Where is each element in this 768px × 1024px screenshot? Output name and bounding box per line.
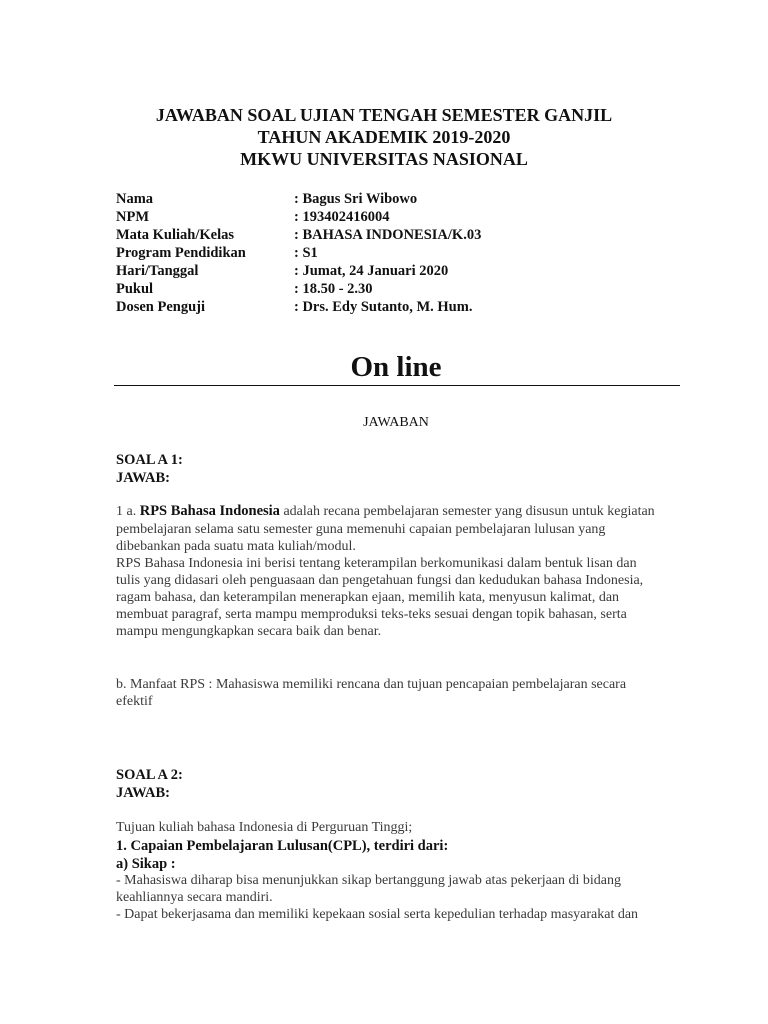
online-title: On line [350, 351, 442, 383]
header-title-line3: MKWU UNIVERSITAS NASIONAL [240, 149, 528, 169]
sikap-line1: - Mahasiswa diharap bisa menunjukkan sikap bertanggung jawab atas pekerjaan di bidang [116, 873, 622, 888]
info-value-mata-kuliah: : BAHASA INDONESIA/K.03 [294, 227, 482, 243]
rps-bahasa-indonesia-term: RPS Bahasa Indonesia [139, 503, 280, 519]
info-value-pukul: : 18.50 - 2.30 [294, 281, 373, 297]
header-title-line2: TAHUN AKADEMIK 2019-2020 [257, 127, 511, 147]
soal-a1-line1-rest: adalah recana pembelajaran semester yang disusun untuk kegiatan [279, 504, 655, 519]
soal-a1-paragraph-line2: pembelajaran selama satu semester guna memenuhi capaian pembelajaran lulusan yang [116, 522, 606, 537]
jawaban-heading: JAWABAN [363, 415, 429, 430]
soal-a1-manfaat-line2: efektif [116, 694, 153, 709]
info-label-nama: Nama [116, 191, 154, 207]
sikap-heading: a) Sikap : [116, 856, 176, 872]
soal-a1-prefix: 1 a. [116, 504, 140, 519]
soal-a2-heading: SOAL A 2: [116, 767, 183, 783]
header-title-line1: JAWABAN SOAL UJIAN TENGAH SEMESTER GANJIL [155, 105, 613, 125]
soal-a1-paragraph-line8: mampu mengungkapkan secara baik dan benar. [116, 624, 382, 639]
info-label-hari-tanggal: Hari/Tanggal [116, 263, 199, 279]
cpl-heading: 1. Capaian Pembelajaran Lulusan(CPL), terdiri dari: [116, 838, 449, 854]
info-label-dosen: Dosen Penguji [116, 299, 206, 315]
info-label-mata-kuliah: Mata Kuliah/Kelas [116, 227, 235, 243]
info-label-pukul: Pukul [116, 281, 154, 297]
soal-a1-paragraph-line4: RPS Bahasa Indonesia ini berisi tentang keterampilan berkomunikasi dalam bentuk lisan dan [116, 556, 637, 571]
info-value-npm: : 193402416004 [294, 209, 390, 225]
info-value-program: : S1 [294, 245, 318, 261]
soal-a1-heading: SOAL A 1: [116, 452, 183, 468]
horizontal-divider [114, 385, 680, 386]
info-value-hari-tanggal: : Jumat, 24 Januari 2020 [294, 263, 449, 279]
soal-a1-paragraph-line6: ragam bahasa, dan keterampilan menerapkan ejaan, memilih kata, menyusun kalimat, dan [116, 590, 620, 605]
soal-a1-paragraph-line7: membuat paragraf, serta mampu memproduksi teks-teks sesuai dengan topik bahasan, serta [116, 607, 627, 622]
soal-a1-jawab: JAWAB: [116, 470, 170, 486]
soal-a1-manfaat-line1: b. Manfaat RPS : Mahasiswa memiliki rencana dan tujuan pencapaian pembelajaran secara [116, 677, 627, 692]
soal-a1-paragraph-line1 [116, 503, 655, 520]
soal-a1-paragraph-line3: dibebankan pada suatu mata kuliah/modul. [116, 539, 356, 554]
soal-a2-jawab: JAWAB: [116, 785, 170, 801]
soal-a2-intro: Tujuan kuliah bahasa Indonesia di Perguruan Tinggi; [116, 820, 413, 835]
info-value-nama: : Bagus Sri Wibowo [294, 191, 418, 207]
sikap-line3: - Dapat bekerjasama dan memiliki kepekaan sosial serta kepedulian terhadap masyarakat dan [116, 907, 639, 922]
soal-a1-paragraph-line5: tulis yang didasari oleh penguasaan dan pengetahuan fungsi dan kedudukan bahasa Indonesia, [116, 573, 644, 588]
info-value-dosen: : Drs. Edy Sutanto, M. Hum. [294, 299, 473, 315]
sikap-line2: keahliannya secara mandiri. [116, 890, 273, 905]
info-label-program: Program Pendidikan [116, 245, 246, 261]
info-label-npm: NPM [116, 209, 150, 225]
